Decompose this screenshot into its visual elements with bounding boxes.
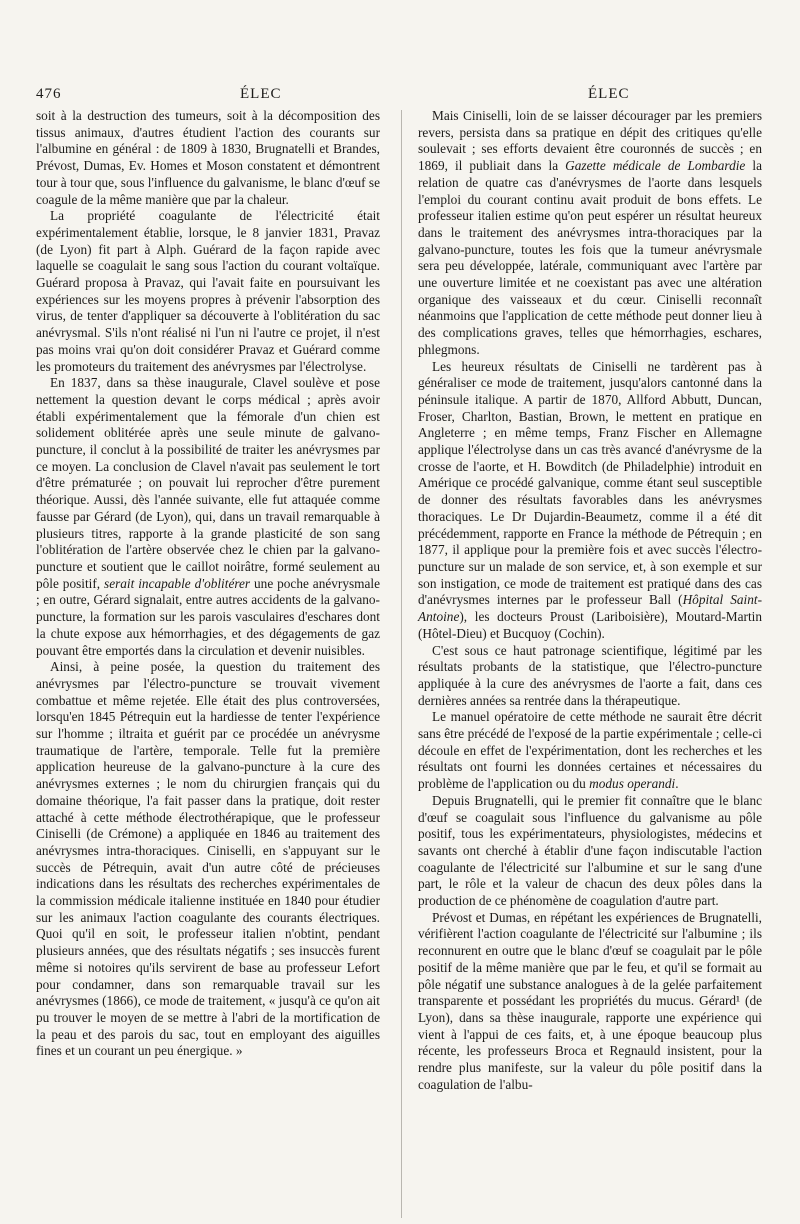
paragraph-text: En 1837, dans sa thèse inaugurale, Clavel soulève et pose nettement la question devant le corps médical ; après avoir établi expérimentalement que la fémorale d'un chien est solidement oblitérée après une seule minute de galvano-puncture, il conclut à la possibilité de traiter les anévrysmes par ce moyen. La conclusion de Clavel n'avait pas seulement le tort d'être prématurée ; on pouvait lui reprocher d'être purement théorique. Aussi, dès l'année suivante, elle fut attaquée comme fausse par Gérard (de Lyon), qui, dans un travail remarquable à plusieurs titres, rapporte à la grande plasticité de son sang l'oblitération de l'artère observée chez le chien par la galvano-puncture et soutient que le caillot noirâtre, formé seulement au pôle positif, [36, 375, 380, 591]
paragraph-text: Mais Ciniselli, loin de se laisser décourager par les premiers revers, persista dans sa pratique en dépit des critiques qu'elle soulevait ; ses efforts devaient être couronnés de succès ; en 1869, il publiait dans la [418, 108, 762, 174]
paragraph: Depuis Brugnatelli, qui le premier fit connaître que le blanc d'œuf se coagulait sous l'influence du galvanisme au pôle positif, tous les expérimentateurs, physiologistes, médecins et savants ont cherché à établir d'une façon indiscutable l'action coagulante de l'électricité sur l'albumine et sur le sang d'une part, le rôle et la valeur de chacun des deux pôles dans la production de ce phénomène de coagulation d'autre part. [418, 792, 762, 909]
italic-text: Gazette médicale de Lombardie [565, 158, 746, 174]
running-header [0, 86, 800, 106]
paragraph [418, 359, 762, 643]
italic-text: modus operandi [589, 776, 676, 792]
paragraph-text: . [675, 776, 679, 792]
paragraph [36, 375, 380, 659]
left-running-head: ÉLEC [240, 86, 282, 102]
right-running-head: ÉLEC [588, 86, 630, 102]
left-column [36, 108, 380, 1060]
paragraph-text: Le manuel opératoire de cette méthode ne saurait être décrit sans être précédé de l'exposé de la partie expérimentale ; celle-ci découle en effet de l'expérimentation, dont les recherches et les résultats ont fourni les données certaines et nécessaires du problème de l'application ou du [418, 709, 762, 792]
paragraph: La propriété coagulante de l'électricité était expérimentalement établie, lorsque, le 8 janvier 1831, Pravaz (de Lyon) fit part à Alph. Guérard de la façon rapide avec laquelle se coagulait le sang sous l'action du courant voltaïque. Guérard proposa à Pravaz, qui l'avait faite en poursuivant les expériences sur les moyens propres à prévenir l'absorption des virus, de tenter d'appliquer sa découverte à l'oblitération du sac anévrysmal. S'ils n'ont réalisé ni l'un ni l'autre ce projet, il n'est pas moins vrai qu'on doit considérer Pravaz et Guérard comme les promoteurs du traitement des anévrysmes par l'électrolyse. [36, 208, 380, 374]
right-column [418, 108, 762, 1093]
italic-text: serait incapable d'oblitérer [104, 575, 251, 591]
paragraph: Prévost et Dumas, en répétant les expériences de Brugnatelli, vérifièrent l'action coagulante de l'électricité sur l'albumine ; ils reconnurent en outre que le blanc d'œuf se coagulait par le pôle positif de la même manière que par le feu, et qu'il se formait au pôle négatif une substance analogues à de la gelée parfaitement transparente et possédant les propriétés du mucus. Gérard¹ (de Lyon), dans sa thèse inaugurale, rapporte une expérience qui vient à l'appui de ces faits, et, à une époque beaucoup plus récente, les professeurs Broca et Regnauld insistent, pour la rendre plus manifeste, sur la valeur du pôle positif dans la coagulation de l'albu- [418, 909, 762, 1092]
paragraph-text: la relation de quatre cas d'anévrysmes de l'aorte dans lesquels l'emploi du courant continu avait produit de bons effets. Le professeur italien estime qu'on peut espérer un résultat heureux dans le traitement des anévrysmes intra-thoraciques par la galvano-puncture, toutes les fois que la tumeur anévrysmale sera peu développée, latérale, communiquant avec l'artère par une ouverture limitée et ne coexistant pas avec une altération organique des vaisseaux et du cœur. Ciniselli reconnaît néanmoins que l'application de cette méthode peut donner lieu à des complications graves, telles que hémorrhagies, eschares, phlegmons. [418, 158, 762, 357]
page-number: 476 [36, 86, 62, 102]
italic-text: Hôpital Saint-Antoine [418, 592, 762, 625]
paragraph-text: une poche anévrysmale ; en outre, Gérard signalait, entre autres accidents de la galvano-puncture, la formation sur les parois vasculaires d'eschares dont la chute expose aux hémorrhagies, et des dégagements de gaz pouvant être emportés dans la circulation et devenir nuisibles. [36, 575, 380, 658]
paragraph [418, 108, 762, 359]
paragraph-text: Les heureux résultats de Ciniselli ne tardèrent pas à généraliser ce mode de traitement, jusqu'alors cantonné dans la péninsule italique. A partir de 1870, Allford Abbutt, Duncan, Froser, Charlton, Bastian, Brown, le mettent en pratique en Angleterre ; en même temps, Franz Fischer en Allemagne applique l'électrolyse dans un cas très avancé d'anévrysme de la crosse de l'aorte, et H. Bowditch (de Philadelphie) introduit en Amérique ce procédé galvanique, comme étant seul susceptible de donner des résultats favorables dans les anévrysmes thoraciques. Le Dr Dujardin-Beaumetz, comme il a été dit précédemment, rapporte en France la méthode de Pétrequin ; en 1877, il applique pour la première fois et avec succès l'électro-puncture sur un malade de son service, et, à son exemple et sur son instigation, ce mode de traitement est pratiqué dans des cas d'anévrysmes internes par le professeur Ball ( [418, 358, 762, 608]
paragraph: Ainsi, à peine posée, la question du traitement des anévrysmes par l'électro-puncture se trouvait vivement combattue et même rejetée. Elle était des plus controversées, lorsqu'en 1845 Pétrequin eut la hardiesse de tenter l'expérience sur l'homme ; iltraita et guérit par ce procédée un anévrysme traumatique de l'artère, temporale. Telle fut la première application heureuse de la galvano-puncture à la cure des anévrysmes externes ; le nom du chirurgien français qui du domaine théorique, l'a fait passer dans la pratique, doit rester attaché à cette méthode électrothérapique, que le professeur Ciniselli (de Crémone) a appliquée en 1846 au traitement des anévrysmes intra-thoraciques. Ciniselli, en s'appuyant sur le succès de Pétrequin, avait d'un autre côté de précieuses indications dans les résultats des recherches expérimentales de la commission médicale italienne instituée en 1840 pour étudier sur les animaux l'action coagulante des courants électriques. Quoi qu'il en soit, le professeur italien n'obtint, pendant plusieurs années, que des résultats négatifs ; ses insuccès furent même si notoires qu'ils servirent de base au professeur Lefort pour condamner, dans son remarquable travail sur les anévrysmes (1866), ce mode de traitement, « jusqu'à ce qu'on ait pu trouver le moyen de se mettre à l'abri de la mortification de la peau et des parois du sac, tout en employant des aiguilles fines et un courant un peu énergique. » [36, 659, 380, 1059]
paragraph: C'est sous ce haut patronage scientifique, légitimé par les résultats probants de la statistique, que l'électro-puncture appliquée à la cure des anévrysmes de l'aorte a fait, dans ces dernières années sa rentrée dans la thérapeutique. [418, 642, 762, 708]
paragraph [418, 709, 762, 793]
paragraph-text: ), les docteurs Proust (Lariboisière), Moutard-Martin (Hôtel-Dieu) et Bucquoy (Cochin). [418, 609, 762, 641]
column-divider [401, 110, 402, 1218]
paragraph: soit à la destruction des tumeurs, soit à la décomposition des tissus animaux, d'autres étudient l'action des courants sur l'albumine en général : de 1809 à 1830, Brugnatelli et Brandes, Prévost, Dumas, Ev. Homes et Moson constatent et démontrent tour à tour que, sous l'influence du galvanisme, le blanc d'œuf se coagule de la même manière que par la chaleur. [36, 108, 380, 207]
